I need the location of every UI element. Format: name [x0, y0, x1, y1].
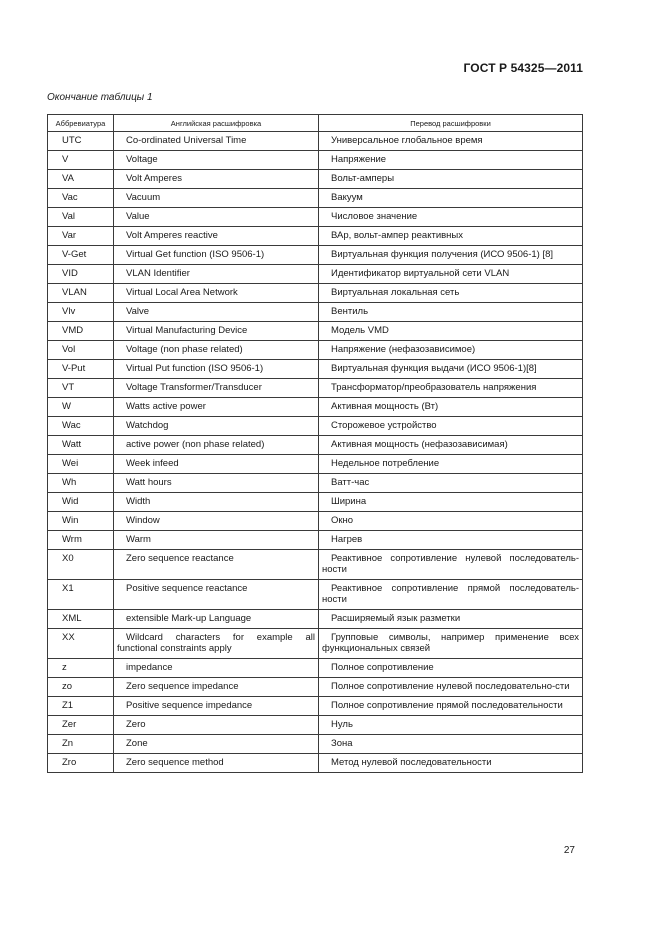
abbreviation-cell: V-Get — [48, 246, 114, 265]
english-term-cell: Width — [114, 493, 319, 512]
english-term-cell: Positive sequence impedance — [114, 697, 319, 716]
table-row — [48, 132, 583, 151]
translation-cell: Расширяемый язык разметки — [319, 610, 583, 629]
english-term-cell: Zero sequence method — [114, 754, 319, 773]
translation-cell: Вакуум — [319, 189, 583, 208]
abbreviation-cell: UTC — [48, 132, 114, 151]
english-term-cell: extensible Mark-up Language — [114, 610, 319, 629]
translation-cell: Числовое значение — [319, 208, 583, 227]
abbreviation-cell: XML — [48, 610, 114, 629]
english-term-cell: Virtual Get function (ISO 9506-1) — [114, 246, 319, 265]
table-row — [48, 189, 583, 208]
table-row — [48, 341, 583, 360]
english-term-cell: Volt Amperes — [114, 170, 319, 189]
abbreviation-cell: Var — [48, 227, 114, 246]
table-row — [48, 208, 583, 227]
english-term-cell: Week infeed — [114, 455, 319, 474]
translation-cell: Универсальное глобальное время — [319, 132, 583, 151]
abbreviation-cell: VLAN — [48, 284, 114, 303]
abbreviation-cell: V-Put — [48, 360, 114, 379]
english-term-cell: Positive sequence reactance — [114, 580, 319, 610]
abbreviation-cell: Wac — [48, 417, 114, 436]
document-code: ГОСТ Р 54325—2011 — [463, 61, 583, 75]
column-header-abbreviation: Аббревиатура — [48, 115, 114, 132]
table-row — [48, 697, 583, 716]
abbreviation-cell: Zer — [48, 716, 114, 735]
translation-cell: Метод нулевой последовательности — [319, 754, 583, 773]
table-row — [48, 417, 583, 436]
table-row — [48, 360, 583, 379]
abbreviation-cell: X0 — [48, 550, 114, 580]
english-term-cell: Voltage (non phase related) — [114, 341, 319, 360]
table-row — [48, 246, 583, 265]
abbreviation-cell: Vlv — [48, 303, 114, 322]
abbreviation-cell: Z1 — [48, 697, 114, 716]
table-row — [48, 531, 583, 550]
translation-cell: Виртуальная локальная сеть — [319, 284, 583, 303]
english-term-cell: Watchdog — [114, 417, 319, 436]
table-row — [48, 436, 583, 455]
abbreviation-cell: Wrm — [48, 531, 114, 550]
translation-cell: Ширина — [319, 493, 583, 512]
translation-cell: Групповые символы, например применение всех функциональных связей — [319, 629, 583, 659]
abbreviation-cell: XX — [48, 629, 114, 659]
table-caption: Окончание таблицы 1 — [47, 92, 153, 103]
table-row — [48, 754, 583, 773]
abbreviation-cell: Zn — [48, 735, 114, 754]
english-term-cell: Zero sequence reactance — [114, 550, 319, 580]
abbreviation-cell: z — [48, 659, 114, 678]
translation-cell: Вентиль — [319, 303, 583, 322]
table-row — [48, 322, 583, 341]
english-term-cell: Window — [114, 512, 319, 531]
abbreviations-table — [47, 114, 583, 773]
table-row — [48, 284, 583, 303]
translation-cell: Недельное потребление — [319, 455, 583, 474]
table-row — [48, 265, 583, 284]
english-term-cell: Zone — [114, 735, 319, 754]
table-row — [48, 379, 583, 398]
abbreviation-cell: Wei — [48, 455, 114, 474]
abbreviation-cell: Win — [48, 512, 114, 531]
english-term-cell: Watts active power — [114, 398, 319, 417]
abbreviation-cell: Watt — [48, 436, 114, 455]
english-term-cell: Wildcard characters for example all functional constraints apply — [114, 629, 319, 659]
translation-cell: Трансформатор/преобразователь напряжения — [319, 379, 583, 398]
translation-cell: Идентификатор виртуальной сети VLAN — [319, 265, 583, 284]
abbreviation-cell: W — [48, 398, 114, 417]
translation-cell: Нуль — [319, 716, 583, 735]
abbreviation-cell: Val — [48, 208, 114, 227]
english-term-cell: Virtual Local Area Network — [114, 284, 319, 303]
english-term-cell: active power (non phase related) — [114, 436, 319, 455]
translation-cell: Ватт-час — [319, 474, 583, 493]
translation-cell: Сторожевое устройство — [319, 417, 583, 436]
abbreviation-cell: Vac — [48, 189, 114, 208]
table-row — [48, 550, 583, 580]
abbreviation-cell: VMD — [48, 322, 114, 341]
english-term-cell: Co-ordinated Universal Time — [114, 132, 319, 151]
table-body — [48, 132, 583, 773]
translation-cell: Зона — [319, 735, 583, 754]
column-header-english: Английская расшифровка — [114, 115, 319, 132]
translation-cell: Полное сопротивление прямой последовательности — [319, 697, 583, 716]
english-term-cell: impedance — [114, 659, 319, 678]
translation-cell: Активная мощность (нефазозависимая) — [319, 436, 583, 455]
table-row — [48, 151, 583, 170]
table-row — [48, 512, 583, 531]
english-term-cell: Voltage — [114, 151, 319, 170]
translation-cell: Модель VMD — [319, 322, 583, 341]
english-term-cell: Warm — [114, 531, 319, 550]
translation-cell: Активная мощность (Вт) — [319, 398, 583, 417]
english-term-cell: Valve — [114, 303, 319, 322]
abbreviation-cell: Wid — [48, 493, 114, 512]
abbreviation-cell: VID — [48, 265, 114, 284]
translation-cell: Виртуальная функция выдачи (ИСО 9506-1)[8] — [319, 360, 583, 379]
translation-cell: Полное сопротивление нулевой последовательно-сти — [319, 678, 583, 697]
translation-cell: Вольт-амперы — [319, 170, 583, 189]
table-row — [48, 398, 583, 417]
table-row — [48, 610, 583, 629]
abbreviation-cell: V — [48, 151, 114, 170]
abbreviation-cell: VT — [48, 379, 114, 398]
translation-cell: Реактивное сопротивление прямой последователь-ности — [319, 580, 583, 610]
abbreviation-cell: X1 — [48, 580, 114, 610]
english-term-cell: Watt hours — [114, 474, 319, 493]
table-row — [48, 170, 583, 189]
english-term-cell: Zero — [114, 716, 319, 735]
abbreviation-cell: Vol — [48, 341, 114, 360]
table-row — [48, 678, 583, 697]
english-term-cell: Virtual Manufacturing Device — [114, 322, 319, 341]
english-term-cell: VLAN Identifier — [114, 265, 319, 284]
translation-cell: Нагрев — [319, 531, 583, 550]
table-row — [48, 716, 583, 735]
table-row — [48, 659, 583, 678]
table-row — [48, 580, 583, 610]
english-term-cell: Value — [114, 208, 319, 227]
translation-cell: Окно — [319, 512, 583, 531]
english-term-cell: Vacuum — [114, 189, 319, 208]
english-term-cell: Zero sequence impedance — [114, 678, 319, 697]
translation-cell: Напряжение (нефазозависимое) — [319, 341, 583, 360]
table-row — [48, 455, 583, 474]
table-row — [48, 735, 583, 754]
abbreviation-cell: Zro — [48, 754, 114, 773]
table-row — [48, 474, 583, 493]
table-row — [48, 227, 583, 246]
english-term-cell: Volt Amperes reactive — [114, 227, 319, 246]
table-row — [48, 303, 583, 322]
english-term-cell: Virtual Put function (ISO 9506-1) — [114, 360, 319, 379]
table-header-row — [48, 115, 583, 132]
english-term-cell: Voltage Transformer/Transducer — [114, 379, 319, 398]
translation-cell: Напряжение — [319, 151, 583, 170]
translation-cell: Виртуальная функция получения (ИСО 9506-1) [8] — [319, 246, 583, 265]
translation-cell: Реактивное сопротивление нулевой последователь-ности — [319, 550, 583, 580]
translation-cell: ВАр, вольт-ампер реактивных — [319, 227, 583, 246]
abbreviation-cell: VA — [48, 170, 114, 189]
table-row — [48, 493, 583, 512]
page-number: 27 — [563, 845, 575, 856]
translation-cell: Полное сопротивление — [319, 659, 583, 678]
table-row — [48, 629, 583, 659]
abbreviation-cell: zo — [48, 678, 114, 697]
column-header-translation: Перевод расшифровки — [319, 115, 583, 132]
abbreviation-cell: Wh — [48, 474, 114, 493]
